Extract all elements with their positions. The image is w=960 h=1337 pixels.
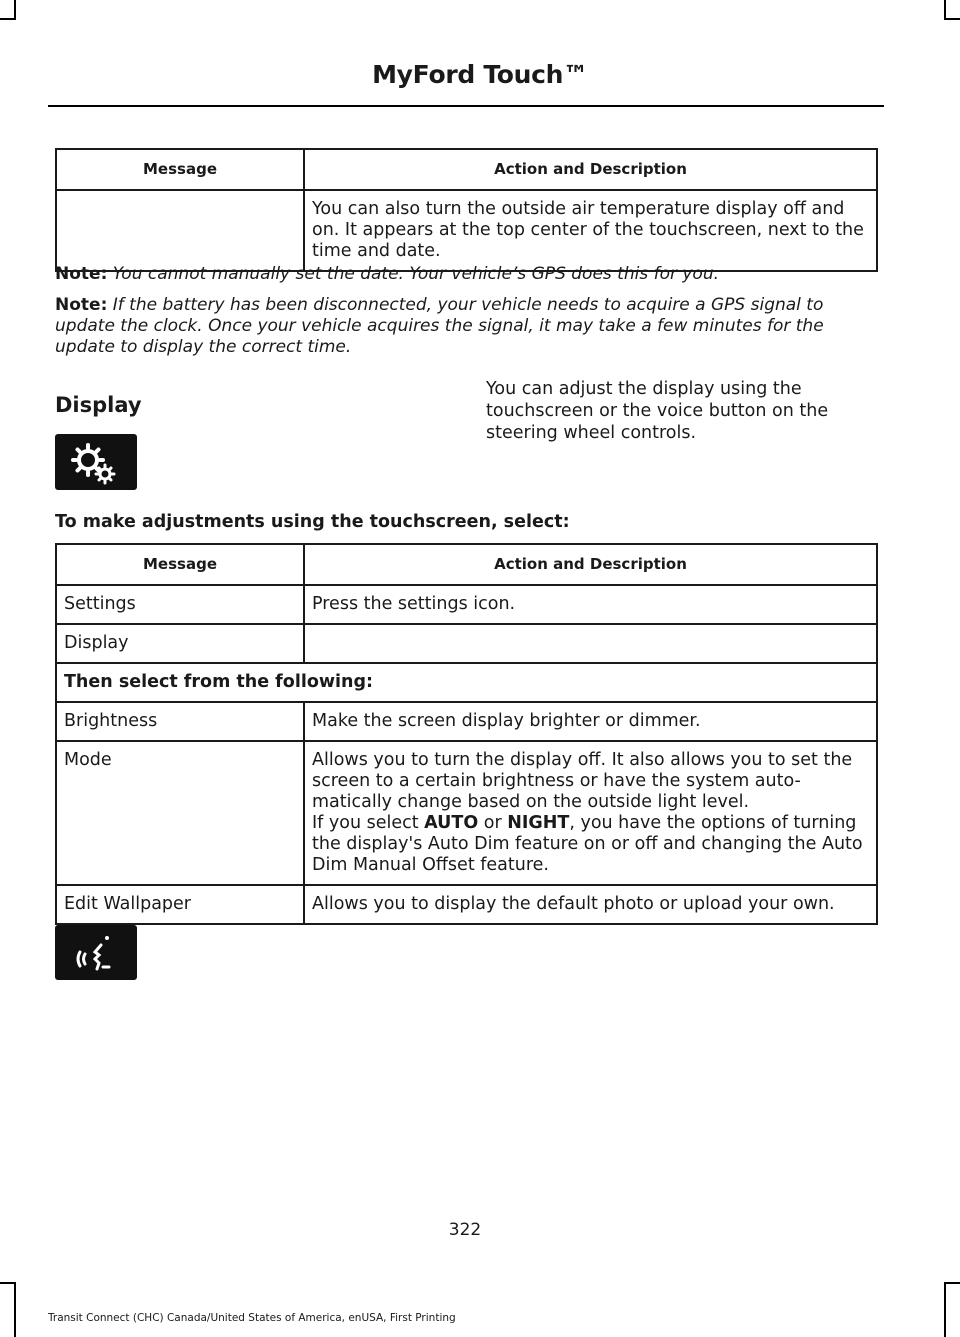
crop-mark-bottom-right-v xyxy=(944,1282,946,1337)
action-cell xyxy=(304,741,877,885)
header-divider xyxy=(48,105,884,107)
message-table-continued xyxy=(55,148,878,272)
night-term: NIGHT xyxy=(507,813,570,833)
note-label: Note: xyxy=(55,264,108,284)
message-cell xyxy=(56,190,304,271)
table-row xyxy=(56,190,877,271)
crop-mark-bottom-right-h xyxy=(944,1282,960,1284)
action-cell: Make the screen display brighter or dimmer. xyxy=(304,702,877,741)
text-fragment: or xyxy=(478,813,508,833)
column-header-message: Message xyxy=(56,149,304,190)
table-row-brightness xyxy=(56,702,877,741)
message-cell: Mode xyxy=(56,741,304,885)
action-cell: Press the settings icon. xyxy=(304,585,877,624)
crop-mark-top-left-h xyxy=(0,18,16,20)
crop-mark-top-right-h xyxy=(944,18,960,20)
note-text: If the battery has been disconnected, your vehicle needs to acquire a GPS signal to update the clock. Once your vehicle acquires the signal, it may take a few minutes for the update to display the correct time. xyxy=(55,295,824,357)
message-cell: Edit Wallpaper xyxy=(56,885,304,924)
display-settings-table xyxy=(55,543,878,925)
column-header-action: Action and Description xyxy=(304,149,877,190)
message-cell: Brightness xyxy=(56,702,304,741)
page-header-title: MyFord Touch™ xyxy=(372,60,588,89)
mode-auto-night-description xyxy=(312,813,869,876)
action-cell: Allows you to display the default photo or upload your own. xyxy=(304,885,877,924)
page-number: 322 xyxy=(448,1220,482,1240)
table-row-mode xyxy=(56,741,877,885)
voice-command-icon xyxy=(55,925,137,980)
note-battery xyxy=(55,295,878,358)
mode-description: Allows you to turn the display off. It also allows you to set the screen to a certain brightness or have the system auto-matically change based on the outside light level. xyxy=(312,750,853,812)
then-select-heading: Then select from the following: xyxy=(56,663,877,702)
instructions-subheading: To make adjustments using the touchscreen, select: xyxy=(55,512,570,532)
crop-mark-bottom-left-v xyxy=(14,1282,16,1337)
table-row-settings xyxy=(56,585,877,624)
table-row-display xyxy=(56,624,877,663)
section-title: Display xyxy=(55,393,142,417)
crop-mark-top-left-v xyxy=(14,0,16,20)
table-header-row xyxy=(56,544,877,585)
note-date xyxy=(55,264,878,285)
action-cell xyxy=(304,624,877,663)
document-footer: Transit Connect (CHC) Canada/United States of America, enUSA, First Printing xyxy=(48,1312,456,1324)
table-row-wallpaper xyxy=(56,885,877,924)
action-cell: You can also turn the outside air temperature display off and on. It appears at the top center of the touchscreen, next to the time and date. xyxy=(304,190,877,271)
auto-term: AUTO xyxy=(424,813,479,833)
text-fragment: , you have the options of turning the display's Auto Dim feature on or off and changing the Auto Dim Manual Offset feature. xyxy=(312,813,863,875)
text-fragment: If you select xyxy=(312,813,425,833)
note-text: You cannot manually set the date. Your vehicle’s GPS does this for you. xyxy=(112,264,720,284)
table-row-then-select xyxy=(56,663,877,702)
message-cell: Settings xyxy=(56,585,304,624)
table-header-row xyxy=(56,149,877,190)
column-header-action: Action and Description xyxy=(304,544,877,585)
crop-mark-top-right-v xyxy=(944,0,946,20)
column-header-message: Message xyxy=(56,544,304,585)
section-body: You can adjust the display using the touchscreen or the voice button on the steering wheel controls. xyxy=(486,379,829,443)
crop-mark-bottom-left-h xyxy=(0,1282,16,1284)
message-cell: Display xyxy=(56,624,304,663)
note-label: Note: xyxy=(55,295,108,315)
settings-gears-icon xyxy=(55,434,137,490)
